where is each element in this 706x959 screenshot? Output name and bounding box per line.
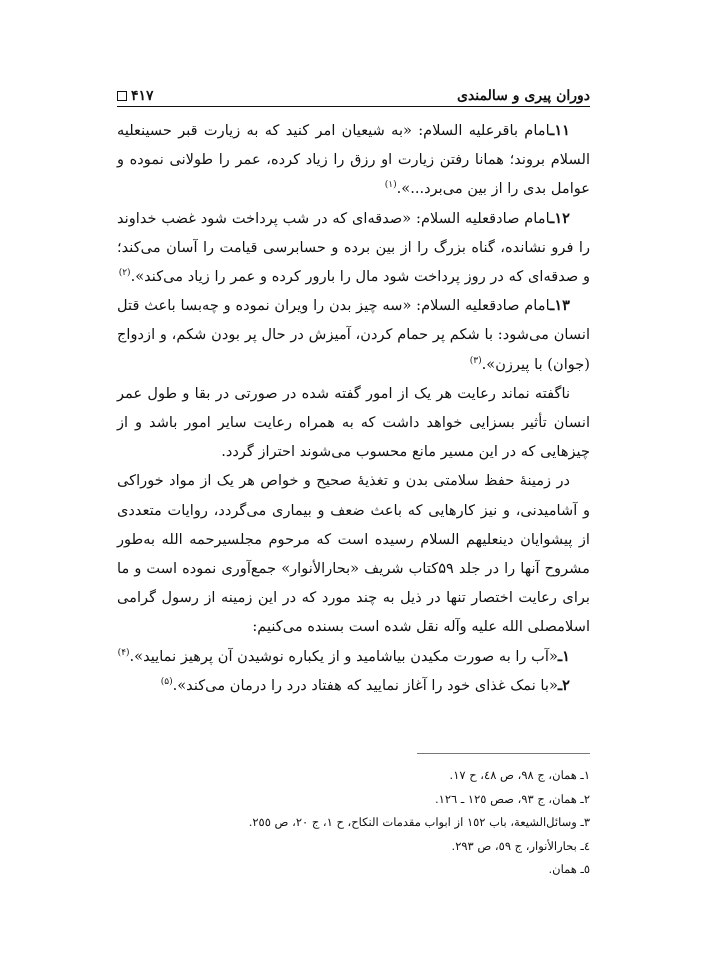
paragraph-text: امام صادقعليه السلام: «سه چیز بدن را ویران نموده و چه‌بسا باعث قتل انسان می‌شود: با شکم پر حمام کردن، آمیزش در حال پر بودن شکم، و ازدواج (جوان) با پیرزن». [117, 297, 590, 373]
page-number: ۴۱۷ [131, 88, 154, 104]
paragraph [117, 379, 590, 467]
body-text [117, 116, 590, 700]
paragraph [117, 671, 590, 700]
paragraph-text: «آب را به صورت مکیدن بیاشامید و از یکباره نوشیدن آن پرهیز نمایید». [129, 647, 558, 665]
item-number: ۱ـ [557, 647, 570, 665]
paragraph-text: ناگفته نماند رعایت هر یک از امور گفته شده در صورتی در بقا و طول عمر انسان تأثیر بسزایی خواهد داشت که به همراه رعایت سایر امور باشد و از چیزهایی که در این مسیر مانع محسوب می‌شوند احتراز گردد. [117, 384, 590, 461]
footnote-ref: (۳) [469, 355, 482, 366]
paragraph-text: امام صادقعليه السلام: «صدقه‌ای که در شب پرداخت شود غضب خداوند را فرو نشانده، گناه بزرگ را از بین برده و حسابرسی قیامت را آسان می‌کند؛ و صدقه‌ای که در روز پرداخت شود مال را بارور کرده و عمر را زیاد می‌کند». [117, 209, 590, 286]
footnote: ٥ـ همان. [548, 862, 590, 876]
running-title: دوران پیری و سالمندی [457, 88, 590, 104]
paragraph-text: در زمینهٔ حفظ سلامتی بدن و تغذیهٔ صحیح و خواص هر یک از مواد خوراکی و آشامیدنی، و نیز کارهایی که باعث ضعف و بیماری می‌گردد، روایات متعددی از پیشوایان دینعليهم السلام رسیده است که مرحوم مجلسیرحمه الله به‌طور مشروح آنها را در جلد ۵۹کتاب شریف «بحارالأنوار» جمع‌آوری نموده است و ما برای رعایت اختصار تنها در ذیل به چند مورد که در این زمینه از رسول گرامی اسلامصلى الله عليه وآله نقل شده است بسنده می‌کنیم: [117, 472, 590, 636]
footnote-ref: (۱) [384, 180, 397, 191]
footnote: ۲ـ همان، ج ۹۳، صص ١٢٥ ـ ١٢٦. [435, 791, 590, 806]
header-rule [117, 106, 590, 107]
item-number: ۱۳ـ [550, 297, 570, 315]
footnote: ۱ـ همان، ج ۹۸، ص ٤٨، ح ١٧. [449, 768, 590, 782]
footnote: ٤ـ بحارالأنوار، ج ٥٩، ص ٢٩٣. [451, 838, 590, 853]
paragraph [117, 291, 590, 379]
footnote-ref: (۵) [160, 677, 173, 687]
paragraph [117, 204, 590, 292]
footnote-ref: (۲) [118, 268, 131, 279]
paragraph-text: «با نمک غذای خود را آغاز نمایید که هفتاد درد را درمان می‌کند». [172, 676, 558, 694]
paragraph [117, 642, 590, 671]
item-number: ۱۱ـ [550, 122, 570, 139]
item-number: ۲ـ [557, 676, 570, 694]
footnote: ۳ـ وسائل‌الشیعة، باب ١٥٢ از ابواب مقدمات النکاح، ح ١، ج ٢٠، ص ٢٥٥. [248, 815, 590, 829]
running-header [117, 76, 590, 104]
footnote-separator [417, 753, 590, 754]
page-number-block [117, 88, 154, 104]
paragraph-text: امام باقرعليه السلام: «به شیعیان امر کنید که به زیارت قبر حسینعليه السلام بروند؛ همانا رفتن زیارت او رزق را زیاد کرده، عمر را طولانی نموده و عوامل بدی را از بین می‌برد...». [117, 122, 590, 198]
footnotes [117, 764, 590, 882]
item-number: ۱۲ـ [550, 209, 570, 227]
footnote-ref: (۴) [117, 647, 130, 658]
paragraph [117, 466, 590, 641]
square-ornament-icon [117, 91, 127, 101]
paragraph [117, 116, 590, 204]
